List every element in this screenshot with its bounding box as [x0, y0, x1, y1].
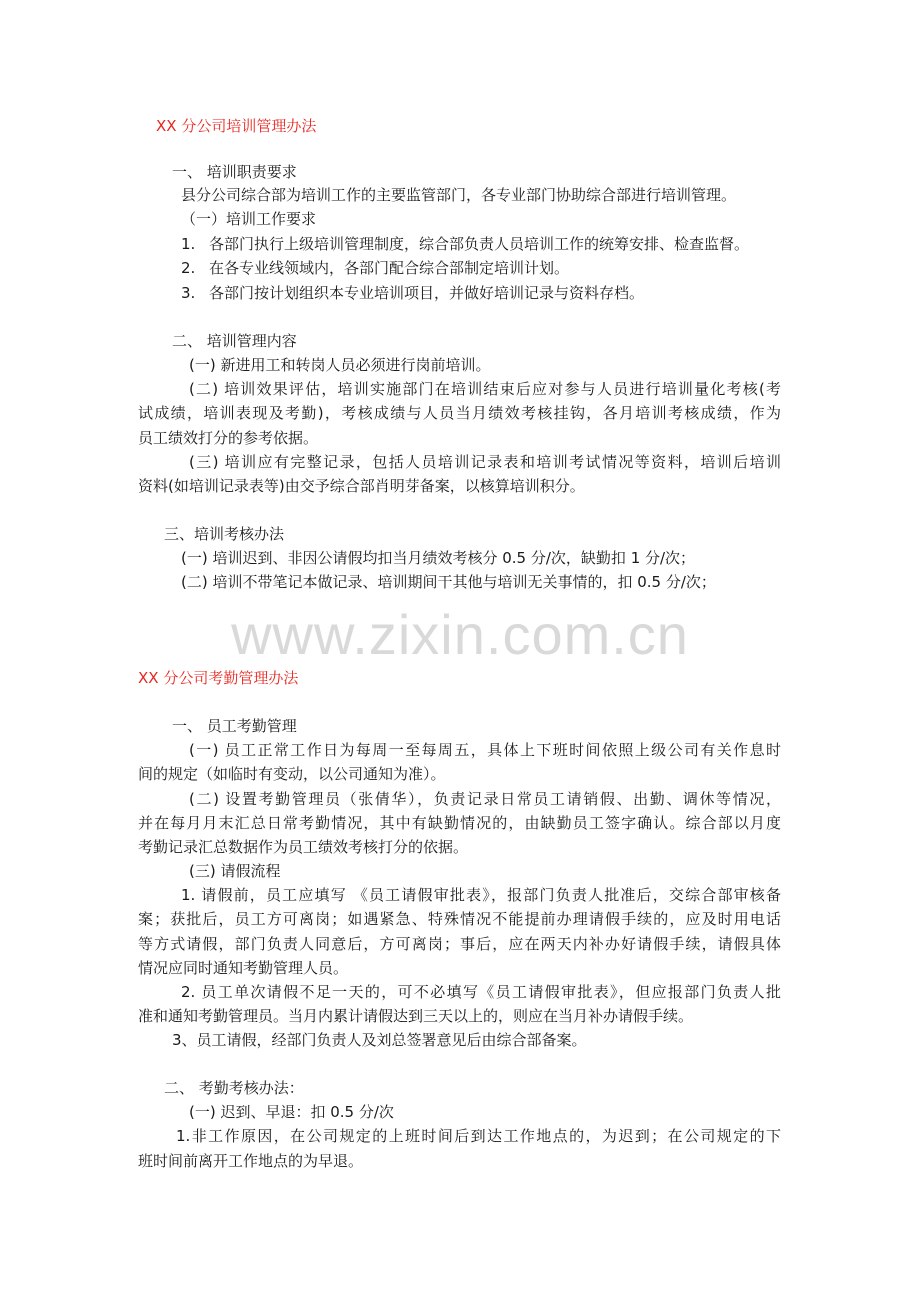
list-number: 1.	[181, 235, 196, 253]
list-number: 2.	[181, 259, 196, 277]
paragraph-line: 准和通知考勤管理员。当月内累计请假达到三天以上的，则应在当月补办请假手续。	[138, 1007, 694, 1025]
subheading: （一）培训工作要求	[181, 210, 317, 228]
paragraph-line: 1.非工作原因，在公司规定的上班时间后到达工作地点的，为迟到；在公司规定的下	[176, 1127, 781, 1145]
list-item-text: 各部门按计划组织本专业培训项目，并做好培训记录与资料存档。	[209, 284, 645, 302]
paragraph-line: 情况应同时通知考勤管理人员。	[138, 959, 349, 977]
paragraph-line: 班时间前离开工作地点的为早退。	[138, 1152, 364, 1170]
paragraph-line: 考勤记录汇总数据作为员工绩效考核打分的依据。	[138, 838, 469, 856]
list-item-text: 在各专业线领域内，各部门配合综合部制定培训计划。	[209, 259, 570, 277]
watermark: www.zixin.com.cn	[231, 603, 689, 666]
paragraph: 3、员工请假，经部门负责人及刘总签署意见后由综合部备案。	[172, 1031, 587, 1049]
doc-title-training: XX 分公司培训管理办法	[156, 117, 317, 135]
paragraph-line: 试成绩，培训表现及考勤)，考核成绩与人员当月绩效考核挂钩，各月培训考核成绩，作为	[138, 404, 781, 422]
paragraph-line: 资料(如培训记录表等)由交予综合部肖明芽备案，以核算培训积分。	[138, 477, 585, 495]
paragraph-line: 2. 员工单次请假不足一天的，可不必填写《员工请假审批表》，但应报部门负责人批	[181, 983, 781, 1001]
paragraph-line: 间的规定（如临时有变动，以公司通知为准）。	[138, 765, 446, 783]
subheading: (一) 迟到、早退：扣 0.5 分/次	[189, 1103, 394, 1121]
paragraph-line: (二) 设置考勤管理员（张倩华），负责记录日常员工请销假、出勤、调休等情况，	[189, 790, 781, 808]
doc-title-attendance: XX 分公司考勤管理办法	[138, 669, 299, 687]
list-item-text: 各部门执行上级培训管理制度，综合部负责人员培训工作的统筹安排、检查监督。	[209, 235, 750, 253]
section-heading: 一、 员工考勤管理	[172, 717, 297, 735]
paragraph-line: (一) 员工正常工作日为每周一至每周五，具体上下班时间依照上级公司有关作息时	[189, 741, 781, 759]
list-number: 3.	[181, 284, 196, 302]
paragraph: (二) 培训不带笔记本做记录、培训期间干其他与培训无关事情的，扣 0.5 分/次；	[181, 573, 716, 591]
section-heading: 一、 培训职责要求	[172, 163, 297, 181]
paragraph-line: 1. 请假前，员工应填写 《员工请假审批表》，报部门负责人批准后，交综合部审核备	[181, 886, 781, 904]
paragraph-line: 员工绩效打分的参考依据。	[138, 429, 319, 447]
section-heading: 二、 考勤考核办法：	[164, 1079, 304, 1097]
paragraph: (一) 新进用工和转岗人员必须进行岗前培训。	[189, 356, 491, 374]
subheading: (三) 请假流程	[189, 862, 281, 880]
paragraph-line: 等方式请假，部门负责人同意后，方可离岗；事后，应在两天内补办好请假手续，请假具体	[138, 935, 781, 953]
paragraph-line: (二) 培训效果评估，培训实施部门在培训结束后应对参与人员进行培训量化考核(考	[189, 380, 781, 398]
paragraph-line: 并在每月月末汇总日常考勤情况，其中有缺勤情况的，由缺勤员工签字确认。综合部以月度	[138, 814, 781, 832]
section-heading: 三、培训考核办法	[164, 525, 285, 543]
paragraph: 县分公司综合部为培训工作的主要监管部门，各专业部门协助综合部进行培训管理。	[181, 186, 737, 204]
section-heading: 二、 培训管理内容	[172, 332, 297, 350]
paragraph-line: 案；获批后，员工方可离岗；如遇紧急、特殊情况不能提前办理请假手续的，应及时用电话	[138, 910, 781, 928]
paragraph-line: (三) 培训应有完整记录，包括人员培训记录表和培训考试情况等资料，培训后培训	[189, 453, 781, 471]
paragraph: (一) 培训迟到、非因公请假均扣当月绩效考核分 0.5 分/次，缺勤扣 1 分/次；	[181, 549, 696, 567]
